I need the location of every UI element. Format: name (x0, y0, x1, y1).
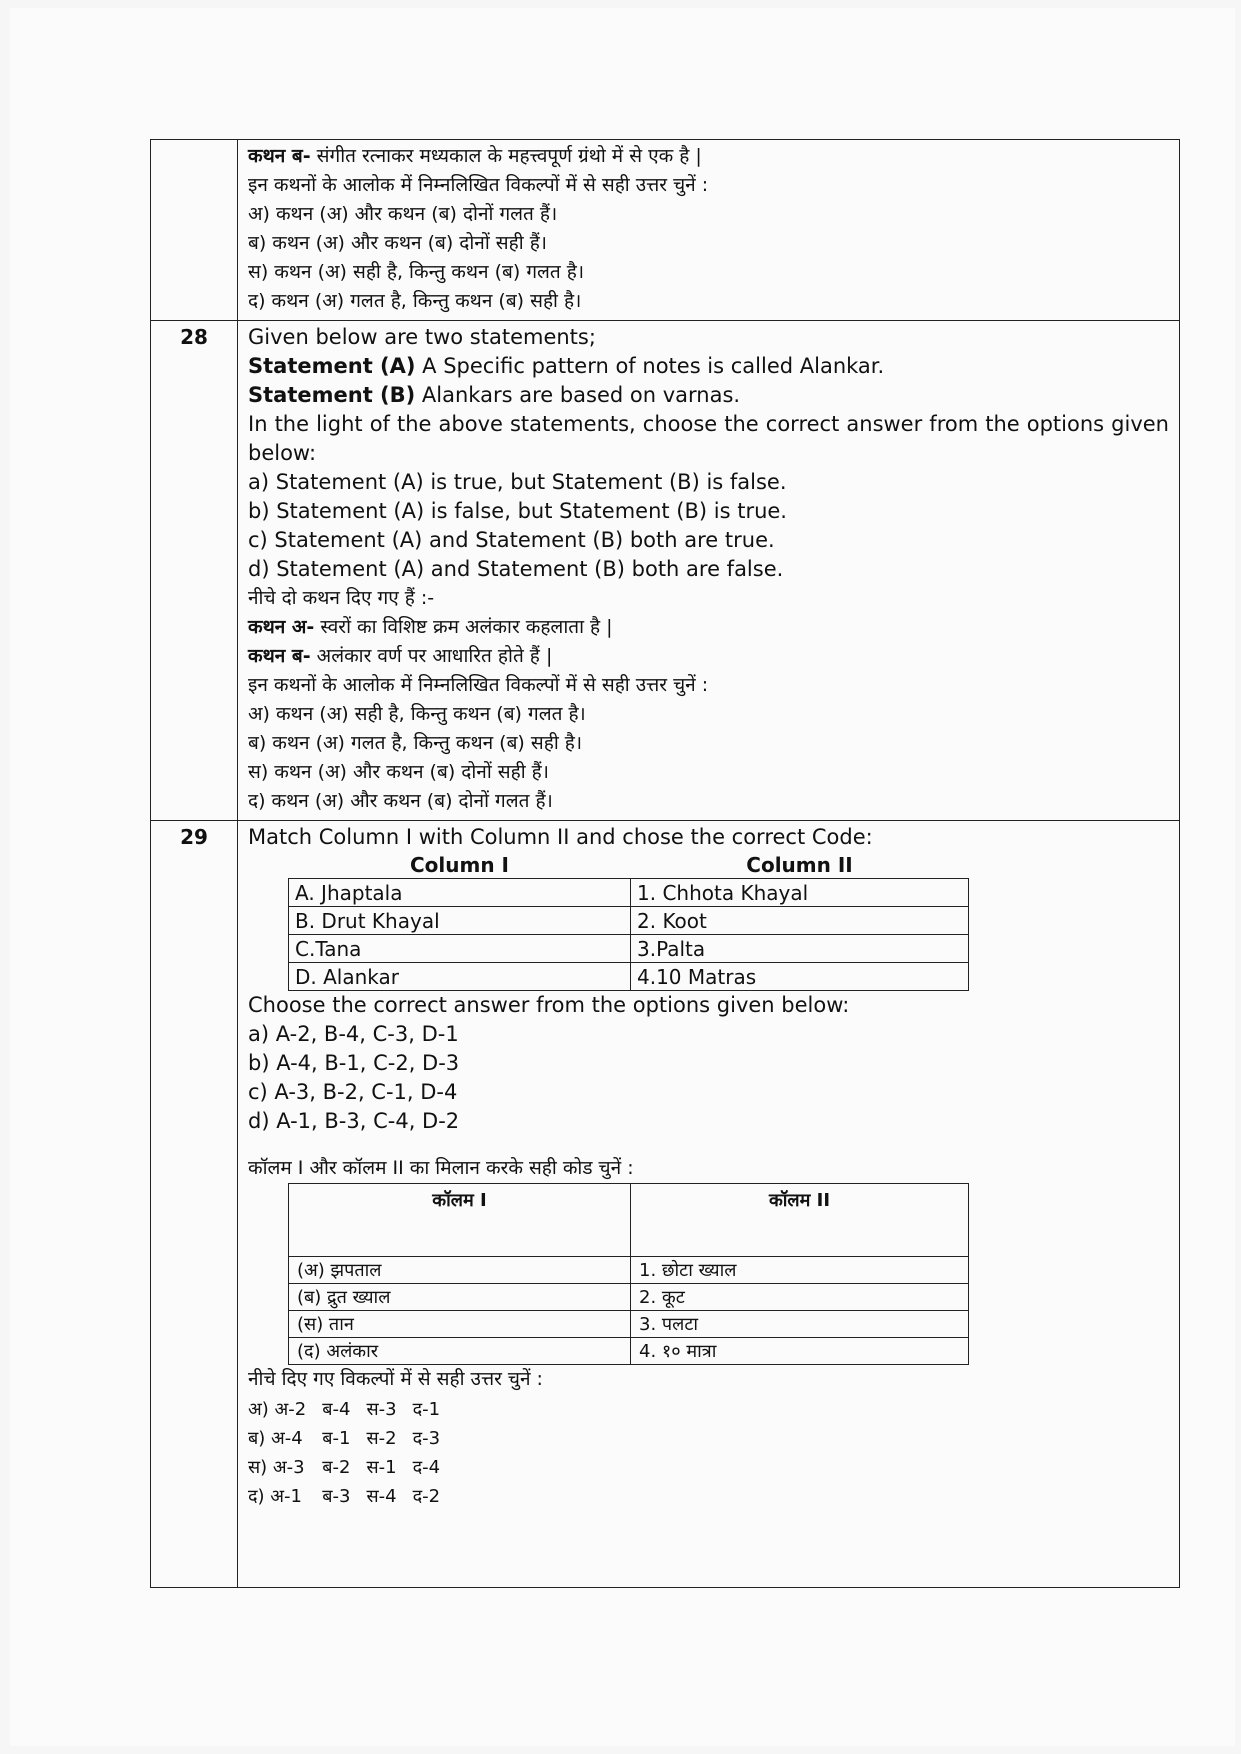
column-1-header: Column I (410, 853, 509, 877)
statement-b-label: Statement (B) (248, 383, 416, 407)
option-c: स) कथन (अ) सही है, किन्तु कथन (ब) गलत है। (248, 261, 585, 283)
option-d: द) कथन (अ) गलत है, किन्तु कथन (ब) सही है। (248, 290, 582, 312)
statement-a-text: A Specific pattern of notes is called Alankar. (415, 354, 885, 378)
hindi-statement-a-label: कथन अ- (248, 616, 315, 638)
option-c: c) A-3, B-2, C-1, D-4 (248, 1080, 458, 1104)
hindi-options (248, 1394, 456, 1510)
question-number: 28 (151, 321, 238, 821)
hindi-column-2-cell: 4. १० मात्रा (631, 1338, 969, 1365)
option-b: ब) कथन (अ) और कथन (ब) दोनों सही हैं। (248, 232, 547, 254)
column-2-cell: 2. Koot (631, 907, 969, 935)
statement-b-label: कथन ब- (248, 145, 311, 167)
question-intro: Match Column I with Column II and chose the correct Code: (248, 825, 873, 849)
hindi-option-b: ब) अ-4 ब-1 स-2 द-3 (248, 1427, 441, 1449)
hindi-option-b: ब) कथन (अ) गलत है, किन्तु कथन (ब) सही है। (248, 732, 583, 754)
question-table (150, 139, 1180, 1588)
question-intro: Given below are two statements; (248, 325, 596, 349)
hindi-choose-text: नीचे दिए गए विकल्पों में से सही उत्तर चुनें : (248, 1368, 543, 1390)
column-1-cell: D. Alankar (289, 963, 631, 991)
match-table-english (288, 852, 969, 991)
column-2-cell: 1. Chhota Khayal (631, 879, 969, 907)
table-row (289, 1338, 969, 1365)
hindi-statement-b-text: अलंकार वर्ण पर आधारित होते हैं | (310, 645, 553, 667)
table-row (289, 935, 969, 963)
hindi-instruction: इन कथनों के आलोक में निम्नलिखित विकल्पों में से सही उत्तर चुनें : (248, 674, 709, 696)
hindi-intro: नीचे दो कथन दिए गए हैं :- (248, 587, 435, 609)
statement-a-label: Statement (A) (248, 354, 416, 378)
hindi-column-2-cell: 2. कूट (631, 1284, 969, 1311)
hindi-option-d: द) कथन (अ) और कथन (ब) दोनों गलत हैं। (248, 790, 553, 812)
option-b: b) A-4, B-1, C-2, D-3 (248, 1051, 460, 1075)
hindi-column-1-header: कॉलम I (289, 1184, 631, 1257)
hindi-option-c: स) अ-3 ब-2 स-1 द-4 (248, 1456, 441, 1478)
option-d: d) Statement (A) and Statement (B) both are false. (248, 557, 784, 581)
question-number: 29 (151, 821, 238, 1588)
hindi-statement-a-text: स्वरों का विशिष्ट क्रम अलंकार कहलाता है | (314, 616, 613, 638)
hindi-column-1-cell: (अ) झपताल (289, 1257, 631, 1284)
hindi-column-2-cell: 1. छोटा ख्याल (631, 1257, 969, 1284)
hindi-option-a: अ) अ-2 ब-4 स-3 द-1 (248, 1398, 441, 1420)
instruction-text: In the light of the above statements, choose the correct answer from the options given below: (248, 412, 1169, 465)
option-a: अ) कथन (अ) और कथन (ब) दोनों गलत हैं। (248, 203, 558, 225)
question-27-row (151, 140, 1180, 321)
hindi-intro: कॉलम I और कॉलम II का मिलान करके सही कोड चुनें : (248, 1157, 634, 1179)
option-a: a) A-2, B-4, C-3, D-1 (248, 1022, 459, 1046)
statement-b-text: संगीत रत्नाकर मध्यकाल के महत्त्वपूर्ण ग्रंथो में से एक है | (310, 145, 702, 167)
match-table-hindi (288, 1183, 969, 1365)
column-1-cell: B. Drut Khayal (289, 907, 631, 935)
question-28-row (151, 321, 1180, 821)
hindi-statement-b-label: कथन ब- (248, 645, 311, 667)
statement-b-text: Alankars are based on varnas. (415, 383, 741, 407)
hindi-column-2-header: कॉलम II (631, 1184, 969, 1257)
table-row (289, 879, 969, 907)
table-row (289, 1257, 969, 1284)
option-b: b) Statement (A) is false, but Statement (B) is true. (248, 499, 787, 523)
hindi-option-a: अ) कथन (अ) सही है, किन्तु कथन (ब) गलत है। (248, 703, 586, 725)
hindi-option-d: द) अ-1 ब-3 स-4 द-2 (248, 1485, 441, 1507)
column-2-cell: 3.Palta (631, 935, 969, 963)
hindi-column-1-cell: (स) तान (289, 1311, 631, 1338)
table-row (289, 1284, 969, 1311)
choose-text: Choose the correct answer from the options given below: (248, 993, 850, 1017)
question-number-empty (151, 140, 238, 321)
question-29-body (238, 821, 1180, 1588)
question-28-body (238, 321, 1180, 821)
column-2-cell: 4.10 Matras (631, 963, 969, 991)
option-d: d) A-1, B-3, C-4, D-2 (248, 1109, 460, 1133)
table-row (289, 907, 969, 935)
hindi-option-c: स) कथन (अ) और कथन (ब) दोनों सही हैं। (248, 761, 549, 783)
instruction-text: इन कथनों के आलोक में निम्नलिखित विकल्पों में से सही उत्तर चुनें : (248, 174, 709, 196)
table-row (289, 1311, 969, 1338)
hindi-column-1-cell: (ब) द्रुत ख्याल (289, 1284, 631, 1311)
column-1-cell: A. Jhaptala (289, 879, 631, 907)
column-2-header: Column II (746, 853, 853, 877)
table-row (289, 963, 969, 991)
question-29-row (151, 821, 1180, 1588)
option-c: c) Statement (A) and Statement (B) both are true. (248, 528, 775, 552)
hindi-column-2-cell: 3. पलटा (631, 1311, 969, 1338)
option-a: a) Statement (A) is true, but Statement (B) is false. (248, 470, 787, 494)
hindi-column-1-cell: (द) अलंकार (289, 1338, 631, 1365)
column-1-cell: C.Tana (289, 935, 631, 963)
question-27-body (238, 140, 1180, 321)
